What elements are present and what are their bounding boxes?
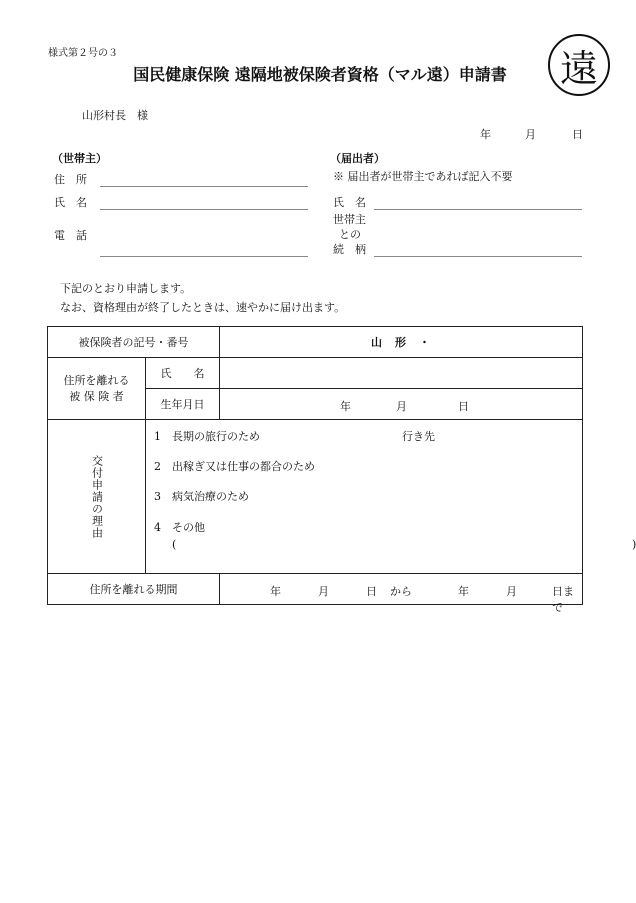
period-from-day: 日 — [366, 585, 377, 598]
reason-options — [146, 420, 636, 574]
reason-option-3[interactable] — [154, 488, 249, 504]
insured-name-field[interactable] — [220, 358, 583, 389]
period-field[interactable] — [220, 574, 583, 614]
leaving-person-label — [48, 358, 146, 420]
reason-text-4: その他 — [172, 521, 205, 534]
period-to-year: 年 — [458, 585, 469, 598]
leaving-person-label-line-2: 被 保 険 者 — [69, 389, 124, 403]
head-address-field[interactable] — [100, 186, 308, 187]
head-phone-label: 電 話 — [54, 229, 87, 242]
addressee: 山形村長 様 — [82, 109, 148, 122]
birth-date-field[interactable] — [220, 389, 583, 420]
reason-number-2: 2 — [154, 460, 161, 473]
relation-label-3: 続 柄 — [333, 243, 366, 256]
birth-year-label: 年 — [340, 400, 351, 413]
date-month-label: 月 — [525, 128, 536, 141]
date-day-label: 日 — [572, 128, 583, 141]
birth-day-label: 日 — [458, 400, 469, 413]
relation-label-1: 世帯主 — [333, 213, 366, 226]
head-of-household-label: （世帯主） — [52, 152, 107, 165]
reason-text-2: 出稼ぎ又は仕事の都合のため — [172, 460, 315, 473]
applicant-name-field[interactable] — [374, 209, 582, 210]
period-row — [48, 574, 583, 605]
period-label-text: 住所を離れる期間 — [89, 583, 178, 596]
other-reason-open-paren: ( — [172, 538, 177, 551]
applicant-note: ※ 届出者が世帯主であれば記入不要 — [333, 170, 513, 183]
form-title: 国民健康保険 遠隔地被保険者資格（マル遠）申請書 — [133, 65, 507, 84]
insured-name-row — [48, 358, 583, 389]
period-until-text: 日まで — [552, 585, 574, 614]
reason-row — [48, 420, 583, 574]
head-name-label: 氏 名 — [54, 196, 87, 209]
notice-line-2: なお、資格理由が終了したときは、速やかに届け出ます。 — [60, 301, 346, 314]
insured-number-field[interactable]: 山 形 ・ — [220, 327, 583, 358]
reason-number-3: 3 — [154, 490, 161, 503]
notice-line-1: 下記のとおり申請します。 — [60, 282, 192, 295]
period-from-month: 月 — [318, 585, 329, 598]
reason-number-4: 4 — [154, 521, 161, 534]
head-name-field[interactable] — [100, 209, 308, 210]
reason-label: 交付申請の理由 — [90, 455, 104, 539]
reason-text-1: 長期の旅行のため — [172, 430, 260, 443]
seal-stamp — [548, 34, 610, 96]
insured-name-label: 氏 名 — [146, 358, 220, 389]
period-from-year: 年 — [270, 585, 281, 598]
head-address-label: 住 所 — [54, 173, 87, 186]
reason-number-1: 1 — [154, 430, 161, 443]
form-number: 様式第２号の３ — [48, 48, 118, 59]
birth-date-label: 生年月日 — [146, 389, 220, 420]
other-reason-close-paren: ) — [632, 538, 636, 551]
birth-month-label: 月 — [396, 400, 407, 413]
reason-option-1[interactable] — [154, 428, 260, 444]
reason-text-3: 病気治療のため — [172, 490, 249, 503]
relation-label-2: との — [339, 228, 361, 241]
reason-label-cell — [48, 420, 146, 574]
insured-number-row — [48, 327, 583, 358]
reason-option-4[interactable] — [154, 519, 205, 535]
applicant-label: （届出者） — [330, 152, 385, 165]
destination-label: 行き先 — [402, 430, 435, 443]
insured-number-label: 被保険者の記号・番号 — [48, 327, 220, 358]
seal-character: 遠 — [559, 46, 598, 91]
application-table — [47, 326, 636, 614]
period-label — [48, 574, 220, 605]
reason-option-2[interactable] — [154, 458, 315, 474]
leaving-person-label-line-1: 住所を離れる — [63, 373, 130, 387]
relation-field[interactable] — [374, 256, 582, 257]
head-phone-field[interactable] — [100, 256, 308, 257]
date-year-label: 年 — [480, 128, 491, 141]
period-from-text: から — [390, 585, 412, 598]
applicant-name-label: 氏 名 — [333, 196, 366, 209]
period-to-month: 月 — [506, 585, 517, 598]
